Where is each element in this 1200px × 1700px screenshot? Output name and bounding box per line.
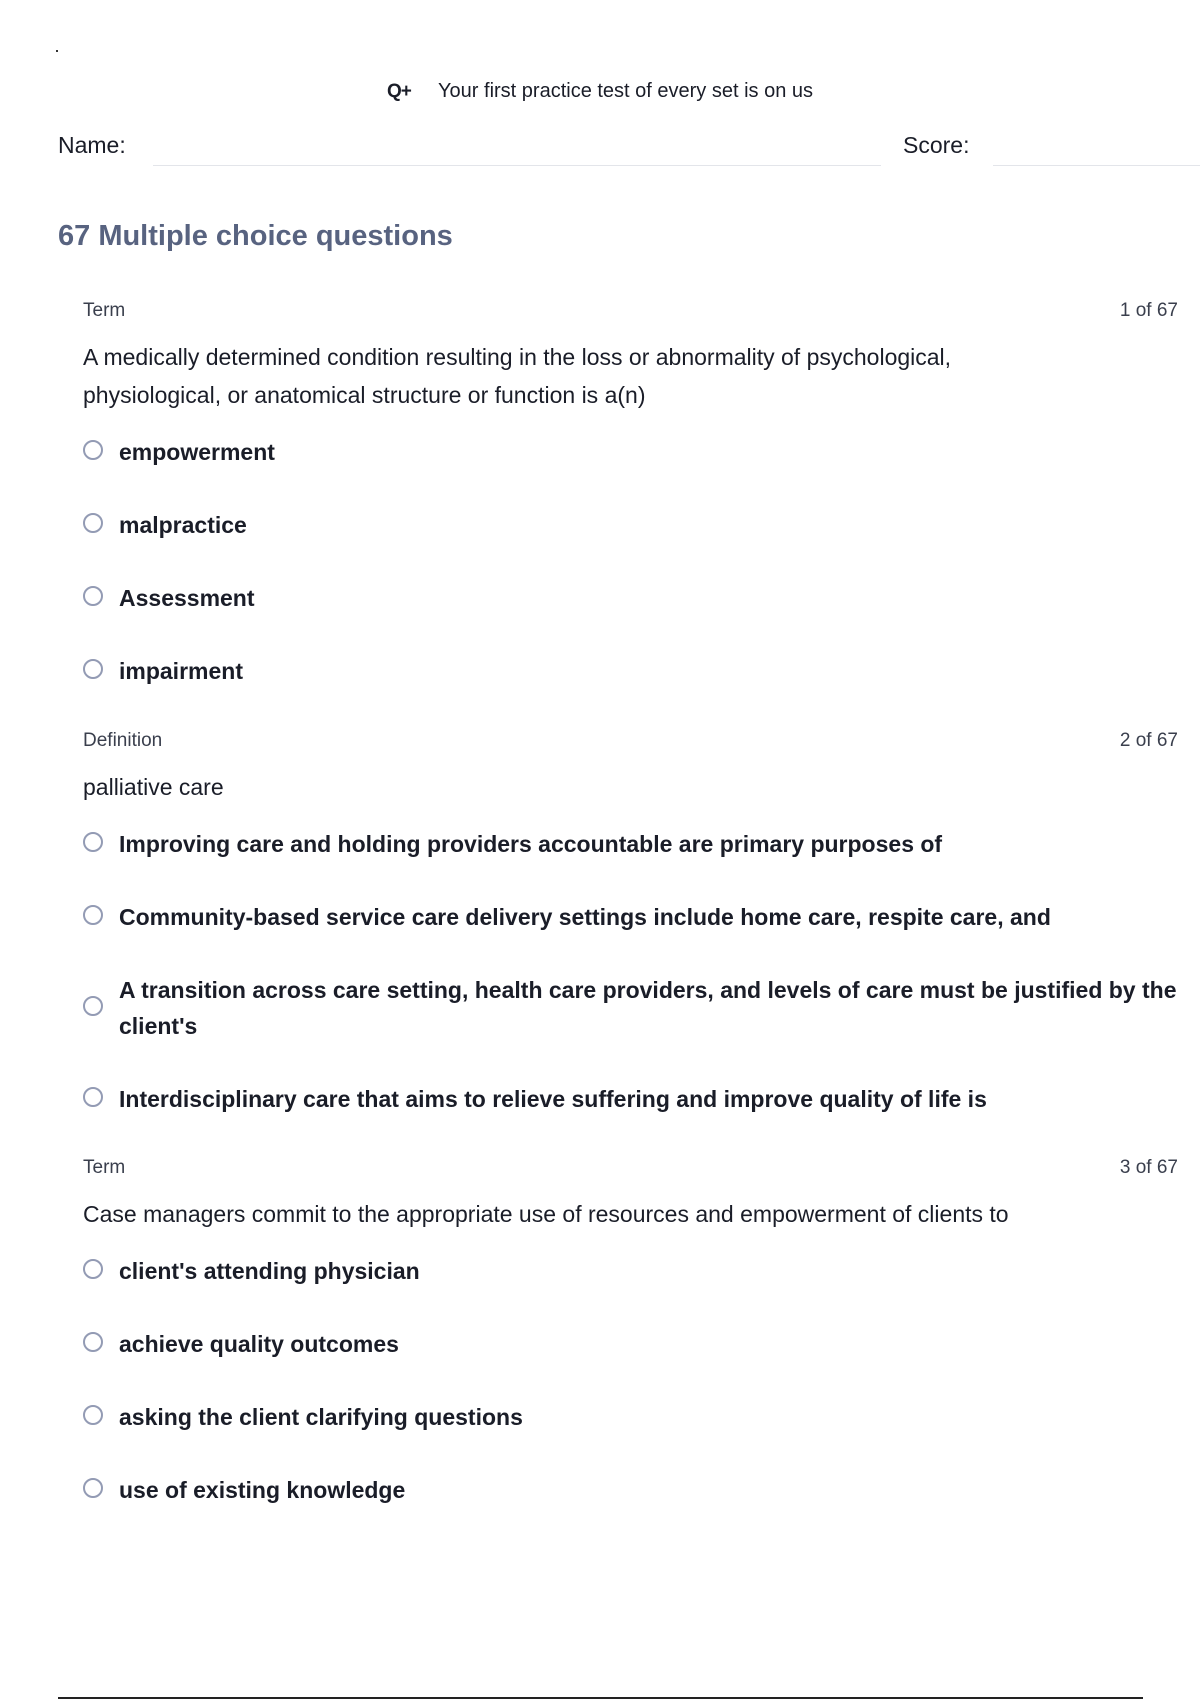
- radio-button-icon[interactable]: [83, 513, 103, 533]
- answer-option-label: malpractice: [119, 512, 247, 538]
- question-counter: 3 of 67: [1119, 1157, 1178, 1178]
- answer-option-label: Improving care and holding providers accountable are primary purposes of: [119, 831, 943, 857]
- question-prompt: Case managers commit to the appropriate use of resources and empowerment of clients to: [83, 1201, 1009, 1227]
- question-header: [83, 300, 1178, 326]
- name-field[interactable]: [153, 165, 881, 166]
- page-bottom-rule: [58, 1697, 1143, 1699]
- answer-option-label: asking the client clarifying questions: [119, 1404, 523, 1430]
- name-score-row: [58, 132, 1178, 172]
- answer-option-label: empowerment: [119, 439, 275, 465]
- answer-option[interactable]: [83, 1253, 1200, 1289]
- answer-option-label: use of existing knowledge: [119, 1477, 406, 1503]
- promo-banner[interactable]: [0, 80, 1200, 103]
- name-label: Name:: [58, 132, 126, 158]
- radio-button-icon[interactable]: [83, 905, 103, 925]
- answer-option-label: client's attending physician: [119, 1258, 420, 1284]
- question-1: [83, 300, 1178, 726]
- score-label: Score:: [903, 132, 970, 158]
- radio-button-icon[interactable]: [83, 1087, 103, 1107]
- answer-option-label: impairment: [119, 658, 243, 684]
- question-prompt: palliative care: [83, 774, 224, 800]
- question-type: Term: [83, 300, 126, 321]
- question-type: Definition: [83, 730, 163, 751]
- answer-option[interactable]: [83, 899, 1200, 935]
- answer-option-label: Community-based service care delivery settings include home care, respite care, and: [119, 904, 1051, 930]
- answer-choices: [83, 434, 1178, 689]
- answer-option[interactable]: [83, 1326, 1200, 1362]
- promo-banner-text: Your first practice test of every set is on us: [438, 80, 814, 102]
- radio-button-icon[interactable]: [83, 1332, 103, 1352]
- answer-option[interactable]: [83, 653, 1200, 689]
- question-3: [83, 1157, 1178, 1545]
- question-prompt: A medically determined condition resulting in the loss or abnormality of psychological, physiological, or anatomical structure or function is a(n): [83, 344, 952, 408]
- answer-option[interactable]: [83, 507, 1200, 543]
- question-type: Term: [83, 1157, 126, 1178]
- answer-choices: [83, 826, 1178, 1117]
- answer-option[interactable]: [83, 580, 1200, 616]
- answer-option[interactable]: [83, 826, 1200, 862]
- question-2: [83, 730, 1178, 1154]
- radio-button-icon[interactable]: [83, 1259, 103, 1279]
- quizlet-plus-logo-icon: Q+: [386, 81, 411, 102]
- answer-option[interactable]: [83, 1081, 1200, 1117]
- question-counter: 1 of 67: [1119, 300, 1178, 321]
- radio-button-icon[interactable]: [83, 659, 103, 679]
- radio-button-icon[interactable]: [83, 832, 103, 852]
- answer-option-label: Interdisciplinary care that aims to relieve suffering and improve quality of life is: [119, 1086, 987, 1112]
- question-header: [83, 1157, 1178, 1183]
- answer-option[interactable]: [83, 1472, 1200, 1508]
- question-counter: 2 of 67: [1119, 730, 1178, 751]
- answer-option-label: Assessment: [119, 585, 255, 611]
- radio-button-icon[interactable]: [83, 1405, 103, 1425]
- answer-option-label: A transition across care setting, health care providers, and levels of care must be justified by the client's: [119, 977, 1177, 1039]
- answer-option[interactable]: [83, 972, 1200, 1044]
- radio-button-icon[interactable]: [83, 1478, 103, 1498]
- answer-choices: [83, 1253, 1178, 1508]
- answer-option-label: achieve quality outcomes: [119, 1331, 399, 1357]
- score-field[interactable]: [993, 165, 1200, 166]
- radio-button-icon[interactable]: [83, 440, 103, 460]
- radio-button-icon[interactable]: [83, 586, 103, 606]
- answer-option[interactable]: [83, 1399, 1200, 1435]
- page-dot: [56, 50, 58, 52]
- radio-button-icon[interactable]: [83, 996, 103, 1016]
- question-header: [83, 730, 1178, 756]
- section-title: 67 Multiple choice questions: [58, 220, 453, 252]
- answer-option[interactable]: [83, 434, 1200, 470]
